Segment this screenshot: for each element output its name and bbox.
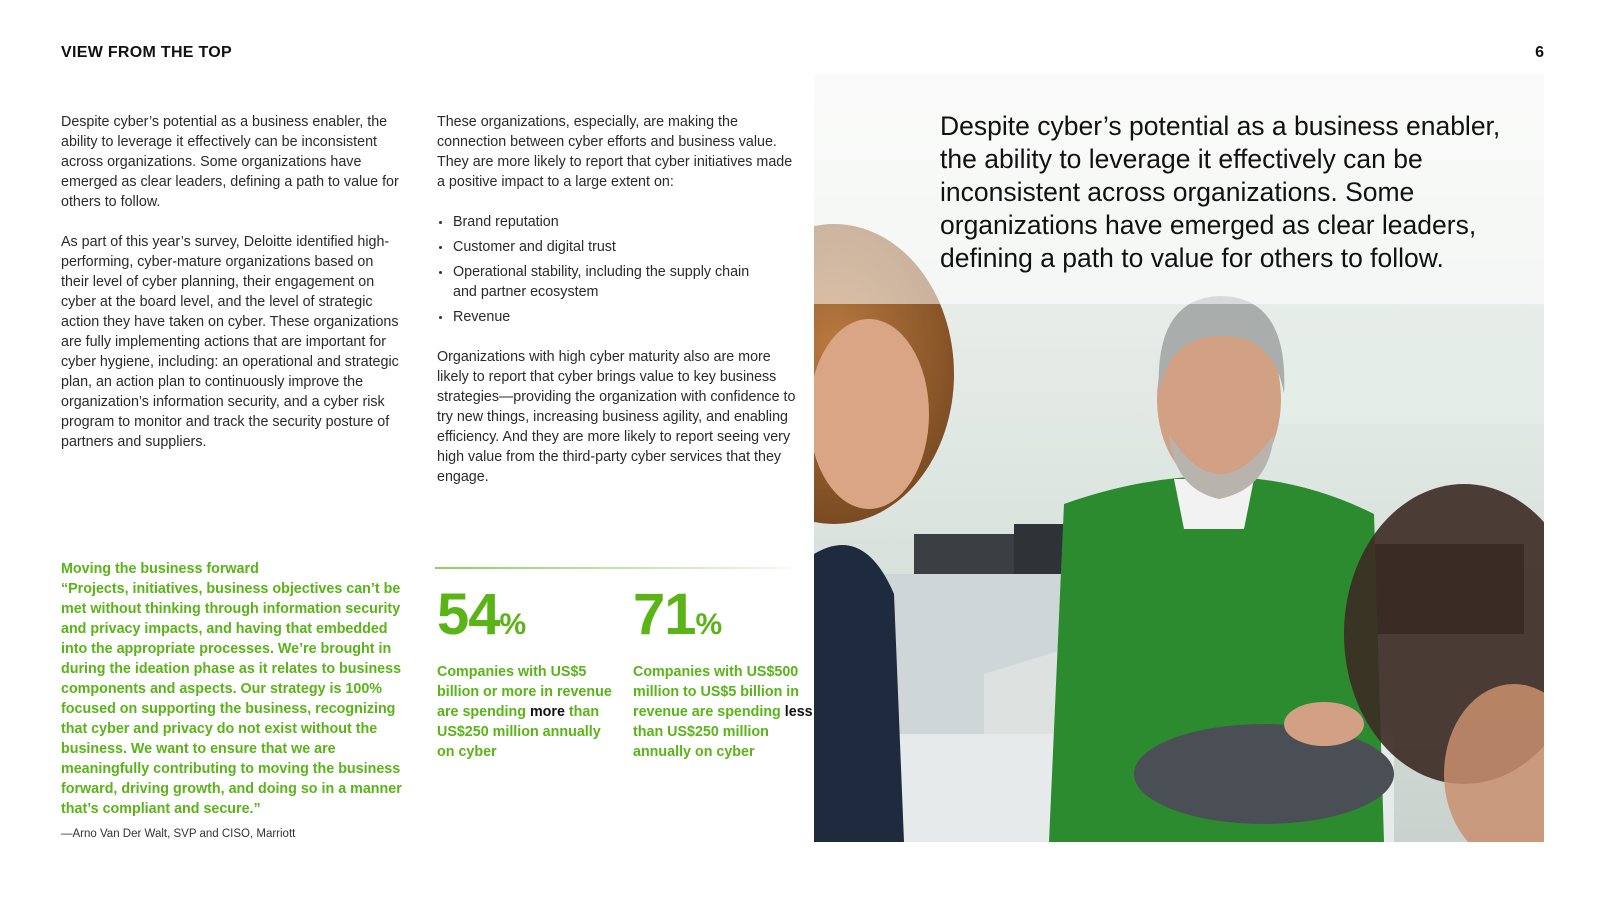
list-item: Operational stability, including the supply chain and partner ecosystem [437,262,753,302]
body-paragraph: These organizations, especially, are making the connection between cyber efforts and business value. They are more likely to report that cyber initiatives made a positive impact to a large extent on: [437,114,793,190]
man-trousers [1134,724,1394,824]
stats-divider [435,567,790,569]
body-column-left [61,112,403,472]
list-item: Customer and digital trust [437,237,753,257]
stat-value [633,582,813,658]
stat-number: 54 [437,582,500,647]
page-number: 6 [1535,44,1544,61]
quote-heading: Moving the business forward [61,561,259,577]
list-item: Revenue [437,307,753,327]
quote-attribution: —Arno Van Der Walt, SVP and CISO, Marriott [61,828,296,840]
body-paragraph: As part of this year’s survey, Deloitte identified high-performing, cyber-mature organizations based on their level of cyber planning, their engagement on cyber at the board level, and the level of strategic action they have taken on cyber. These organizations are fully implementing actions that are important for cyber hygiene, including: an operational and strategic plan, an action plan to continuously improve the organization’s information security, and a cyber risk program to monitor and track the security posture of partners and suppliers. [61,234,399,450]
body-paragraph: Despite cyber’s potential as a business enabler, the ability to leverage it effectively can be inconsistent across organizations. Some organizations have emerged as clear leaders, defining a path to value for others to follow. [61,114,399,210]
list-item: Brand reputation [437,212,753,232]
stat-description [437,662,617,762]
woman-jacket [814,545,904,842]
stat-desc-emphasis: more [529,704,565,720]
stat-number: 71 [633,582,696,647]
stat-desc-text: Companies with US$500 million to US$5 billion in revenue are spending [633,664,800,720]
impact-list [437,212,797,327]
stat-desc-text: than US$250 million annually on cyber [633,724,769,760]
body-paragraph: Organizations with high cyber maturity also are more likely to report that cyber brings value to key business strategies—providing the organization with confidence to try new things, increasing business agility, and enabling efficiency. And they are more likely to report seeing very high value from the third-party cyber services that they engage. [437,349,796,485]
woman-face [814,319,929,509]
stat-desc-emphasis: less [784,704,813,720]
quote-text: “Projects, initiatives, business objectives can’t be met without thinking through information security and privacy impacts, and having that embedded into the appropriate processes. We’re brought in during the ideation phase as it relates to business components and aspects. Our strategy is 100% focused on supporting the business, recognizing that cyber and privacy do not exist without the business. We want to ensure that we are meaningfully contributing to moving the business forward, driving growth, and doing so in a manner that’s compliant and secure.” [61,581,402,817]
sidebar-quote [61,559,411,819]
section-title: VIEW FROM THE TOP [61,44,233,61]
stat-unit: % [695,608,722,641]
stat-unit: % [499,608,526,641]
stat-value [437,582,617,658]
pull-quote: Despite cyber’s potential as a business enabler, the ability to leverage it effectively can be inconsistent across organizations. Some organizations have emerged as clear leaders, defining a path to value for others to follow. [940,111,1501,273]
stat-description [633,662,813,762]
stat-desc-text: Companies with US$5 billion or more in revenue are spending [437,664,612,720]
office-photo [814,74,1544,842]
body-column-middle [437,112,797,507]
stat-54 [437,582,617,762]
stat-desc-text: than US$250 million annually on cyber [437,704,601,760]
stat-71 [633,582,813,762]
man-hands [1284,702,1364,746]
